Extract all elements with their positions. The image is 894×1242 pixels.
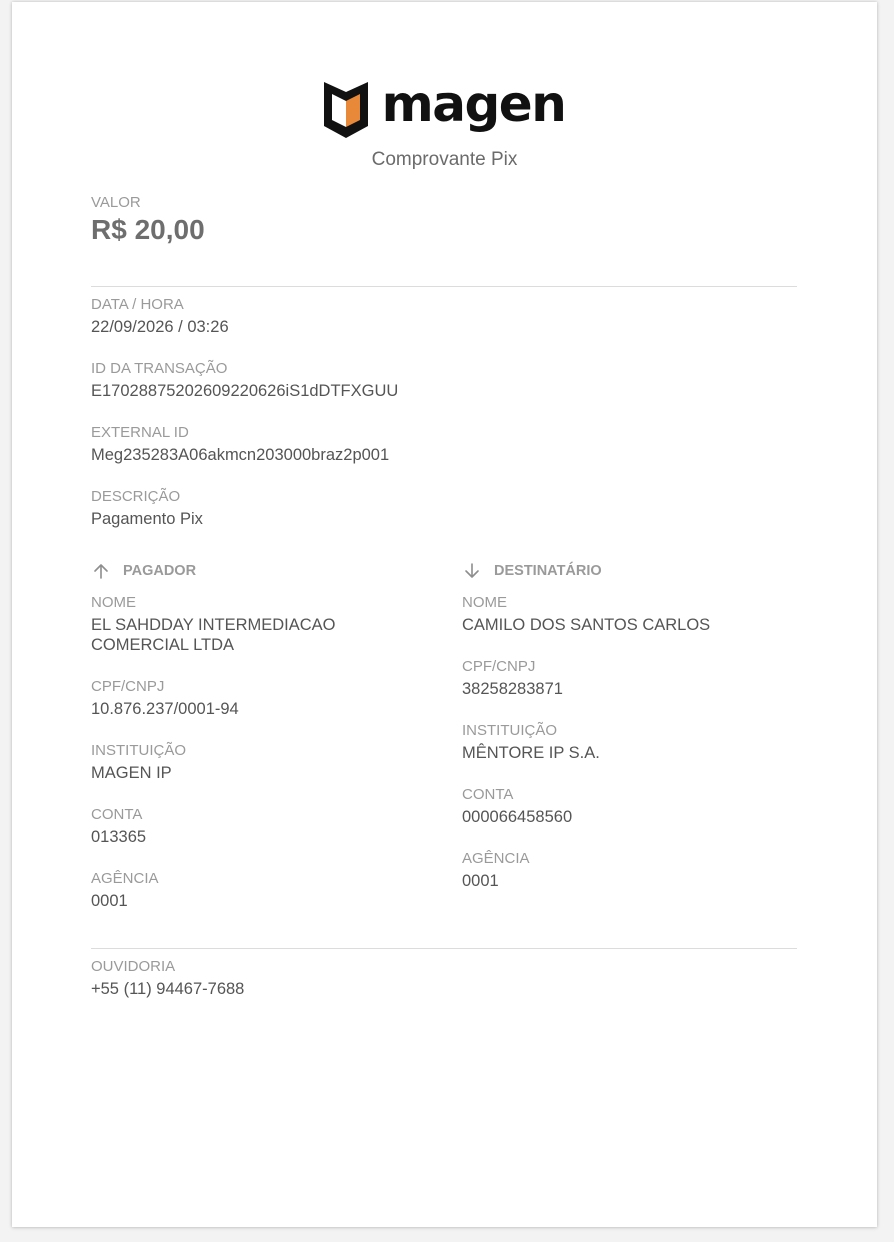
brand-name: magen [381, 75, 566, 133]
external-id-value: Meg235283A06akmcn203000braz2p001 [91, 446, 390, 464]
pagador-title: PAGADOR [123, 563, 197, 579]
descricao-value: Pagamento Pix [91, 510, 203, 528]
amount-section [91, 194, 797, 286]
ouvidoria-section [91, 949, 797, 999]
destinatario-conta-label: CONTA [462, 786, 514, 803]
pagador-nome [91, 594, 462, 655]
destinatario-agencia-value: 0001 [462, 872, 499, 890]
arrow-up-icon [91, 561, 111, 581]
destinatario-column [462, 561, 797, 934]
amount-value: R$ 20,00 [91, 214, 205, 245]
destinatario-nome [462, 594, 797, 635]
destinatario-cpf-cnpj [462, 658, 797, 699]
destinatario-instituicao [462, 722, 797, 763]
field-data-hora [91, 296, 797, 337]
descricao-label: DESCRIÇÃO [91, 488, 181, 505]
field-external-id [91, 424, 797, 465]
id-transacao-label: ID DA TRANSAÇÃO [91, 360, 228, 377]
pagador-conta-value: 013365 [91, 828, 147, 846]
ouvidoria-label: OUVIDORIA [91, 958, 176, 975]
field-id-transacao [91, 360, 797, 401]
receipt-subtitle: Comprovante Pix [371, 149, 518, 170]
pagador-agencia-value: 0001 [91, 892, 128, 910]
data-hora-label: DATA / HORA [91, 296, 184, 313]
pagador-cpf-cnpj [91, 678, 462, 719]
external-id-label: EXTERNAL ID [91, 424, 189, 441]
brand-logo [324, 75, 566, 140]
pagador-header [91, 561, 462, 581]
receipt-content [91, 194, 797, 999]
pagador-conta-label: CONTA [91, 806, 143, 823]
destinatario-conta [462, 786, 797, 827]
pagador-agencia [91, 870, 462, 911]
pagador-column [91, 561, 462, 934]
pagador-nome-value: EL SAHDDAY INTERMEDIACAO COMERCIAL LTDA [91, 616, 336, 654]
pagador-agencia-label: AGÊNCIA [91, 870, 159, 887]
pagador-nome-label: NOME [91, 594, 136, 611]
shield-logo-icon [324, 82, 368, 138]
destinatario-cpf-value: 38258283871 [462, 680, 563, 698]
field-descricao [91, 488, 797, 529]
pagador-instituicao-value: MAGEN IP [91, 764, 172, 782]
receipt-header [12, 75, 877, 171]
destinatario-nome-label: NOME [462, 594, 507, 611]
details-section [91, 287, 797, 529]
pagador-instituicao-label: INSTITUIÇÃO [91, 742, 187, 759]
destinatario-cpf-label: CPF/CNPJ [462, 658, 536, 675]
receipt-sheet [12, 2, 877, 1227]
destinatario-nome-value: CAMILO DOS SANTOS CARLOS [462, 616, 711, 634]
ouvidoria-value: +55 (11) 94467-7688 [91, 980, 245, 998]
pagador-conta [91, 806, 462, 847]
destinatario-agencia [462, 850, 797, 891]
pagador-cpf-value: 10.876.237/0001-94 [91, 700, 239, 718]
destinatario-agencia-label: AGÊNCIA [462, 850, 530, 867]
data-hora-value: 22/09/2026 / 03:26 [91, 318, 229, 336]
destinatario-title: DESTINATÁRIO [494, 563, 602, 579]
destinatario-header [462, 561, 797, 581]
id-transacao-value: E17028875202609220626iS1dDTFXGUU [91, 382, 399, 400]
parties-section [91, 561, 797, 934]
destinatario-conta-value: 000066458560 [462, 808, 573, 826]
arrow-down-icon [462, 561, 482, 581]
destinatario-instituicao-label: INSTITUIÇÃO [462, 722, 558, 739]
pagador-instituicao [91, 742, 462, 783]
pagador-cpf-label: CPF/CNPJ [91, 678, 165, 695]
amount-label: VALOR [91, 194, 141, 211]
destinatario-instituicao-value: MÊNTORE IP S.A. [462, 744, 600, 762]
